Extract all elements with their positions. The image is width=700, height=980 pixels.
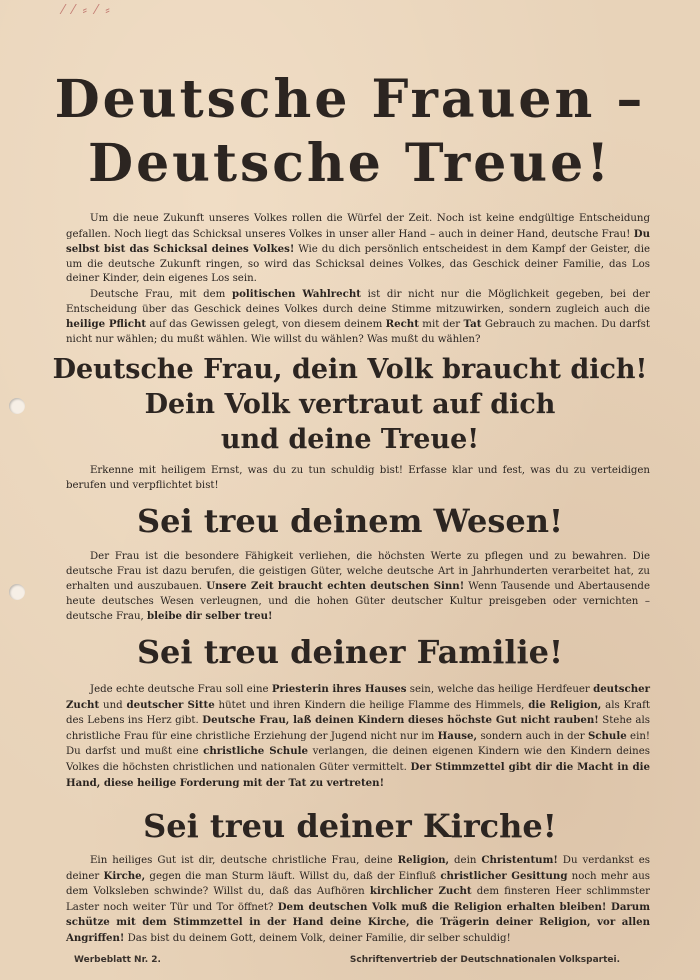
heading-volk-line1: Deutsche Frau, dein Volk braucht dich! [52,354,648,385]
intro-paragraph-1: Um die neue Zukunft unseres Volkes rollen die Würfel der Zeit. Noch ist keine endgültige Entscheidung gefallen. Noch liegt das Schicksal unseres Volkes in unser aller Hand – auch in deiner Hand, deutsche Frau! Du selbst bist das Schicksal deines Volkes! Wie du dich persönlich entscheidest in dem Kampf der Geister, die um die deutsche Zukunft ringen, so wird das Schicksal deines Volkes, das Geschick deiner Familie, das Los deiner Kinder, dein eigenes Los sein. [66,213,650,285]
intro-paragraph-2: Deutsche Frau, mit dem politischen Wahlrecht ist dir nicht nur die Möglichkeit gegeben, bei der Entscheidung über das Geschick deines Volkes durch deine Stimme mitzuwirken, sondern zugleich auch die heilige Pflicht auf das Gewissen gelegt, von diesem deinem Recht mit der Tat Gebrauch zu machen. Du darfst nicht nur wählen; du mußt wählen. Wie willst du wählen? Was mußt du wählen? [66,287,650,345]
heading-volk-line3: und deine Treue! [220,424,480,455]
heading-kirche: Sei treu deiner Kirche! [143,807,557,845]
heading-volk-line2: Dein Volk vertraut auf dich [144,389,556,420]
paragraph-volk: Erkenne mit heiligem Ernst, was du zu tun schuldig bist! Erfasse klar und fest, was du zu verteidigen berufen und verpflichtet bist! [66,465,650,491]
paragraph-kirche: Ein heiliges Gut ist dir, deutsche christliche Frau, deine Religion, dein Christentum! Du verdankst es deiner Kirche, gegen die man Sturm läuft. Willst du, daß der Einfluß christlicher Gesittung noch mehr aus dem Volksleben schwinde? Willst du, daß das Aufhören kirchlicher Zucht dem finsteren Heer schlimmster Laster noch weiter Tür und Tor öffnet? Dem deutschen Volk muß die Religion erhalten bleiben! Darum schütze mit dem Stimmzettel in der Hand deine Kirche, die Trägerin deiner Religion, vor allen Angriffen! Das bist du deinem Gott, deinem Volk, deiner Familie, dir selber schuldig! [66,854,651,944]
handwritten-marks: ⁄ ⁄ ⸗ ⁄ ⸗ [62,3,112,18]
heading-familie: Sei treu deiner Familie! [136,633,564,671]
main-title-line1: Deutsche Frauen – [54,69,646,130]
heading-wesen: Sei treu deinem Wesen! [136,502,564,540]
main-title [0,68,700,196]
punch-hole [9,584,25,600]
footer-publisher: Schriftenvertrieb der Deutschnationalen Volkspartei. [349,955,620,965]
heading-volk [0,352,700,457]
footer-leaflet-number: Werbeblatt Nr. 2. [74,955,161,965]
main-title-line2: Deutsche Treue! [87,133,613,194]
paragraph-familie: Jede echte deutsche Frau soll eine Priesterin ihres Hauses sein, welche das heilige Herdfeuer deutscher Zucht und deutscher Sitte hütet und ihren Kindern die heilige Flamme des Himmels, die Religion, als Kraft des Lebens ins Herz gibt. Deutsche Frau, laß deinen Kindern dieses höchste Gut nicht rauben! Stehe als christliche Frau für eine christliche Erziehung der Jugend nicht nur im Hause, sondern auch in der Schule ein! Du darfst und mußt eine christliche Schule verlangen, die deinen eigenen Kindern wie den Kindern deines Volkes die höchsten christlichen und nationalen Güter vermittelt. Der Stimmzettel gibt dir die Macht in die Hand, diese heilige Forderung mit der Tat zu vertreten! [66,683,650,789]
intro-paragraphs [66,212,650,347]
paragraph-wesen: Der Frau ist die besondere Fähigkeit verliehen, die höchsten Werte zu pflegen und zu bewahren. Die deutsche Frau ist dazu berufen, die geistigen Güter, welche deutsche Art in Jahrhunderten verarbeitet hat, zu erhalten und auszubauen. Unsere Zeit braucht echten deutschen Sinn! Wenn Tausende und Abertausende heute deutsches Wesen verleugnen, und die hohen Güter deutscher Kultur preisgeben oder vernichten – deutsche Frau, bleibe dir selber treu! [66,551,650,623]
